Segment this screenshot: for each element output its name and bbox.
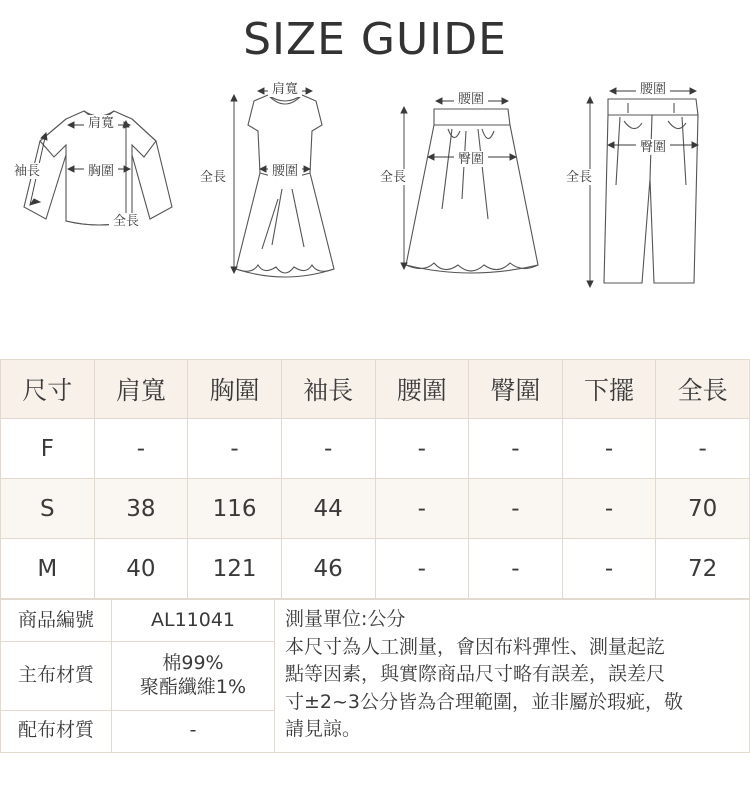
- size-cell: -: [375, 479, 469, 539]
- top-label-length: 全長: [112, 214, 140, 229]
- table-row: [1, 539, 750, 599]
- skirt-figure: [378, 69, 564, 354]
- size-cell: M: [1, 539, 95, 599]
- size-cell: -: [469, 539, 563, 599]
- skirt-label-length: 全長: [379, 170, 407, 185]
- info-value-product-code: AL11041: [112, 600, 275, 642]
- size-cell: F: [1, 419, 95, 479]
- figure-row: [0, 69, 750, 359]
- size-cell: 40: [94, 539, 188, 599]
- size-cell: S: [1, 479, 95, 539]
- size-cell: -: [188, 419, 282, 479]
- size-cell: -: [562, 419, 656, 479]
- main-fabric-line-2: 聚酯纖維1%: [139, 675, 247, 698]
- size-cell: 121: [188, 539, 282, 599]
- size-header-chest: 胸圍: [188, 360, 282, 419]
- info-value-main-fabric: [112, 641, 275, 710]
- dress-label-length: 全長: [199, 170, 227, 185]
- size-cell: -: [469, 479, 563, 539]
- size-table-header-row: [1, 360, 750, 419]
- pants-label-length: 全長: [565, 170, 593, 185]
- measurement-note: [275, 600, 750, 753]
- note-line-2: 本尺寸為人工測量，會因布料彈性、測量起訖: [285, 635, 666, 658]
- size-cell: 44: [281, 479, 375, 539]
- info-row-product-code: [1, 600, 750, 642]
- dress-label-shoulder: 肩寬: [271, 82, 299, 97]
- size-cell: -: [94, 419, 188, 479]
- size-cell: 72: [656, 539, 750, 599]
- dress-figure: [192, 69, 378, 354]
- table-row: [1, 479, 750, 539]
- dress-label-waist: 腰圍: [271, 164, 299, 179]
- size-cell: -: [656, 419, 750, 479]
- top-label-shoulder: 肩寬: [87, 116, 115, 131]
- top-label-sleeve: 袖長: [13, 164, 41, 179]
- info-label-main-fabric: 主布材質: [1, 641, 112, 710]
- size-cell: 38: [94, 479, 188, 539]
- note-line-4: 寸±2~3公分皆為合理範圍，並非屬於瑕疵，敬: [285, 690, 684, 713]
- skirt-label-hip: 臀圍: [457, 152, 485, 167]
- size-header-length: 全長: [656, 360, 750, 419]
- top-label-chest: 胸圍: [87, 164, 115, 179]
- info-value-sub-fabric: -: [112, 710, 275, 752]
- size-header-waist: 腰圍: [375, 360, 469, 419]
- size-cell: -: [281, 419, 375, 479]
- size-cell: -: [375, 419, 469, 479]
- size-cell: -: [375, 539, 469, 599]
- size-cell: -: [562, 479, 656, 539]
- size-cell: 116: [188, 479, 282, 539]
- top-figure: [6, 69, 192, 354]
- note-line-1: 測量單位:公分: [285, 608, 406, 630]
- skirt-label-waist: 腰圍: [457, 92, 485, 107]
- size-cell: -: [469, 419, 563, 479]
- size-cell: -: [562, 539, 656, 599]
- size-header-sleeve: 袖長: [281, 360, 375, 419]
- pants-figure: [564, 69, 750, 354]
- info-label-sub-fabric: 配布材質: [1, 710, 112, 752]
- info-label-product-code: 商品編號: [1, 600, 112, 642]
- size-header-hip: 臀圍: [469, 360, 563, 419]
- size-header-shoulder: 肩寬: [94, 360, 188, 419]
- size-cell: 46: [281, 539, 375, 599]
- pants-label-waist: 腰圍: [639, 82, 667, 97]
- pants-label-hip: 臀圍: [639, 140, 667, 155]
- size-header-hem: 下擺: [562, 360, 656, 419]
- table-row: [1, 419, 750, 479]
- size-table: [0, 359, 750, 599]
- main-fabric-line-1: 棉99%: [162, 652, 224, 675]
- note-line-3: 點等因素，與實際商品尺寸略有誤差，誤差尺: [285, 663, 666, 686]
- size-header-size: 尺寸: [1, 360, 95, 419]
- product-info-table: [0, 599, 750, 753]
- size-cell: 70: [656, 479, 750, 539]
- page-title: SIZE GUIDE: [243, 14, 507, 65]
- note-line-5: 請見諒。: [285, 718, 362, 741]
